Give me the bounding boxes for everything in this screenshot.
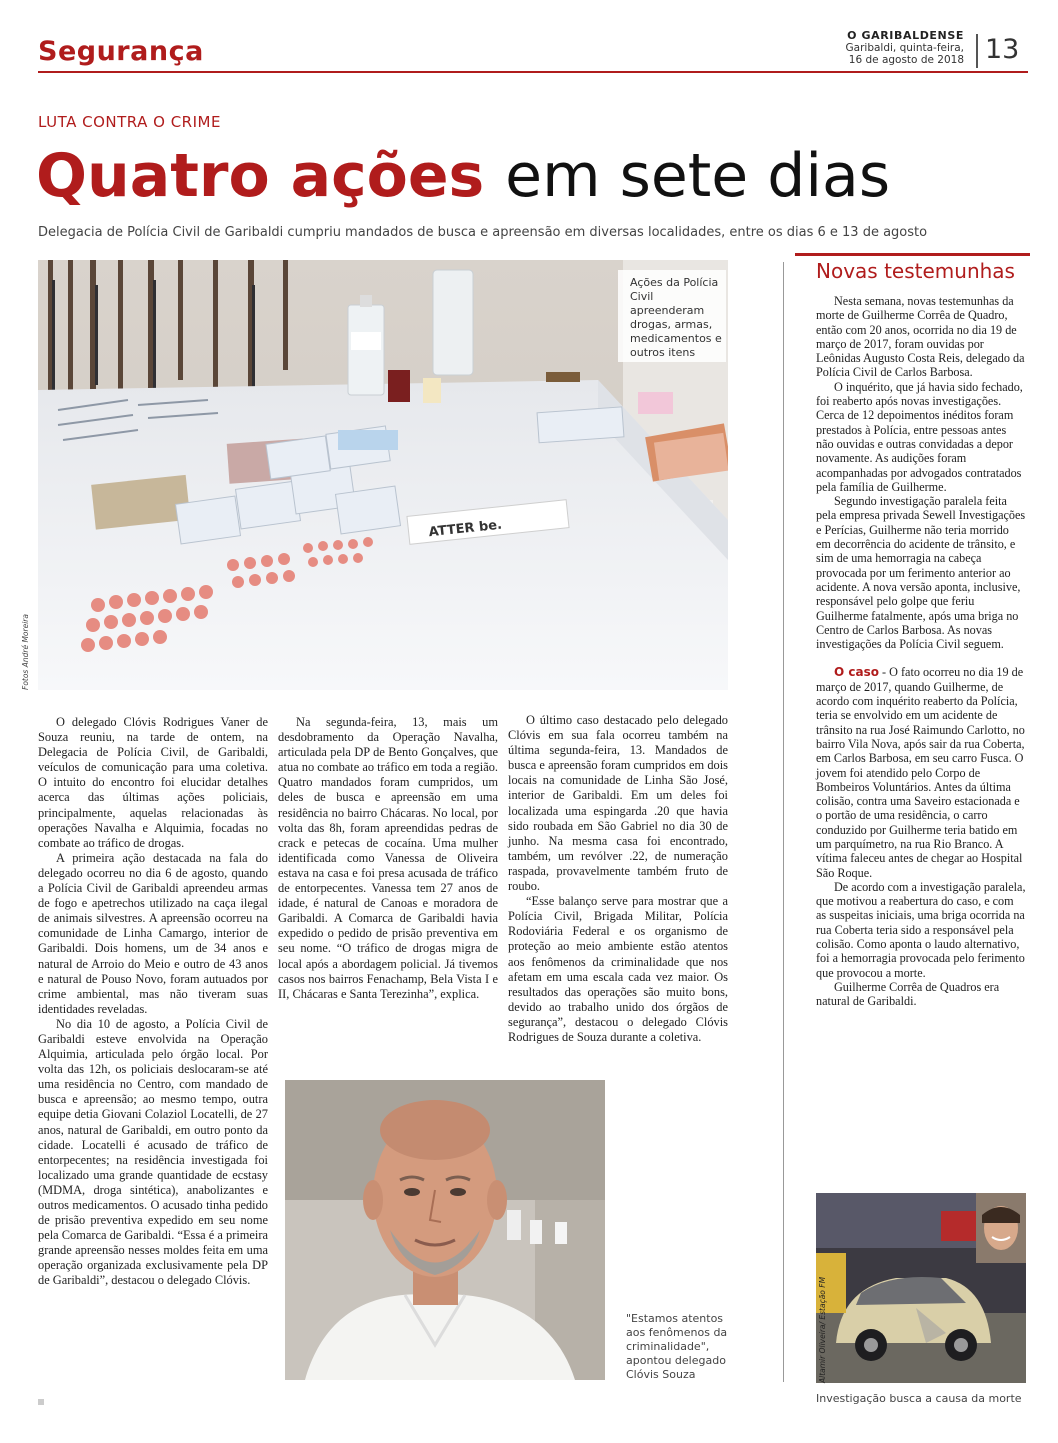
sidebar-case-text: - O fato ocorreu no dia 19 de março de 2017, quando Guilherme, de acordo com inquérito reaberto da Polícia, teria se envolvido em um acidente de trânsito na rua José Raimundo Carlotto, no bairro Vila Nova, após sair da rua Coberta, em Carlos Barbosa, em seu carro Fusca. O jovem foi atendido pelo Corpo de Bombeiros Voluntários. Antes da última colisão, contra uma Saveiro estacionada e o portão de uma residência, o carro conduzido por Guilherme teria batido em um parquímetro, na rua Rio Branco. A vítima faleceu antes de chegar ao Hospital São Roque. — [816, 665, 1025, 880]
sidebar-paragraph-case — [816, 665, 1026, 879]
article-paragraph: O delegado Clóvis Rodrigues Vaner de Souza reuniu, na tarde de ontem, na Delegacia de Polícia Civil, de Garibaldi, veículos de comunicação para uma coletiva. O intuito do encontro foi elucidar detalhes acerca das últimas ações policiais, principalmente, aquelas relacionadas às operações Navalha e Alquimia, focadas no combate ao tráfico de drogas. — [38, 715, 268, 850]
corner-mark — [38, 1399, 44, 1405]
sidebar-body — [816, 294, 1026, 1009]
sidebar-title: Novas testemunhas — [816, 259, 1015, 283]
sidebar-paragraph: De acordo com a investigação paralela, que motivou a reabertura do caso, e com as suspeitas iniciais, uma briga ocorrida na rua Coberta teria sido a responsável pela colisão. Como aponta o laudo alternativo, foi a hemorragia provocada pelo ferimento que provocou a morte. — [816, 879, 1026, 980]
dateline-1: Garibaldi, quinta-feira, — [845, 42, 964, 54]
article-column-1 — [38, 715, 268, 1289]
article-paragraph: O último caso destacado pelo delegado Clóvis em sua fala ocorreu também na última segunda-feira, 13. Mandados de busca e apreensão foram cumpridos em dois locais na comunidade de Linha São José, interior de Garibaldi. Em um deles foi localizada uma espingarda .20 que havia sido roubada em São Gabriel no dia 30 de junho. Na mesma casa foi encontrado, também, um revólver .22, de numeração raspada, provavelmente também fruto de roubo. — [508, 713, 728, 894]
article-paragraph: No dia 10 de agosto, a Polícia Civil de Garibaldi esteve envolvida na Operação Alquimia, articulada pelo órgão local. Por volta das 12h, os policiais deslocaram-se até uma residência no Centro, com mandado de busca e apreensão; ao mesmo tempo, outra equipe detia Giovani Colaziol Locatelli, de 27 anos, natural de Garibaldi, em outro ponto da cidade. Locatelli é acusado de tráfico de entorpecentes; na residência investigada foi localizado uma grande quantidade de ecstasy (MDMA, droga sintética), anabolizantes e outros medicamentos. O acusado tinha pedido de prisão preventiva expedido em seu nome pela Comarca de Garibaldi. “Essa é a primeira grande apreensão nesses moldes feita em uma operação organizada exclusivamente pela DP de Garibaldi”, destacou o delegado Clóvis. — [38, 1016, 268, 1288]
sidebar-paragraph: Guilherme Corrêa de Quadros era natural de Garibaldi. — [816, 979, 1000, 1009]
sidebar-paragraph: Segundo investigação paralela feita pela empresa privada Sewell Investigações e Perícias, Guilherme não teria morrido em decorrência do acidente de trânsito, e sim de uma hemorragia na cabeça provocada por um ferimento anterior ao acidente. A nova versão aponta, inclusive, responsável pelo golpe que feriu Guilherme fatalmente, após uma briga no Centro de Carlos Barbosa. As novas investigações da Polícia Civil seguem. — [816, 494, 1026, 652]
kicker: LUTA CONTRA O CRIME — [38, 113, 221, 131]
page-number: 13 — [985, 34, 1020, 65]
article-paragraph: Na segunda-feira, 13, mais um desdobramento da Operação Navalha, articulada pela DP de Bento Gonçalves, que atua no combate ao tráfico em toda a região. Quatro mandados foram cumpridos, um deles de busca e apreensão em uma residência no bairro Chácaras. No local, por volta das 8h, foram apreendidas pedras de crack e petecas de cocaína. Uma mulher identificada como Vanessa de Oliveira estava na casa e foi presa acusada de tráfico de entorpecentes. Vanessa tem 27 anos de idade, é natural de Canoas e moradora de Garibaldi. A Comarca de Garibaldi havia expedido o pedido de prisão preventiva em seu nome. “O tráfico de drogas migra de local após a abordagem policial. Já tivemos casos nos bairros Fenachamp, Bela Vista I e II, Chácaras e Santa Terezinha”, explica. — [278, 715, 498, 1001]
section-divider — [38, 71, 1028, 73]
sidebar-lead: O caso — [834, 665, 879, 680]
portrait-caption: "Estamos atentos aos fenômenos da criminalidade", apontou delegado Clóvis Souza — [626, 1312, 728, 1381]
side-photo-credit: Altamir Oliveira/ Estação FM — [818, 1276, 827, 1383]
seized-items-photo — [38, 260, 728, 690]
crash-scene-photo — [816, 1193, 1026, 1383]
delegate-portrait-photo — [285, 1080, 605, 1380]
page-separator — [976, 34, 978, 68]
section-title: Segurança — [38, 36, 204, 67]
sidebar-top-bar — [795, 253, 1030, 256]
article-paragraph: “Esse balanço serve para mostrar que a Polícia Civil, Brigada Militar, Polícia Rodoviária Federal e os organismo de proteção ao meio ambiente estão atentos aos fenômenos da criminalidade que nos afetam em uma escala cada vez maior. Os resultados das operações são muito bons, devido ao trabalho unido dos órgãos de segurança”, destacou o delegado Clóvis Rodrigues de Souza durante a coletiva. — [508, 894, 728, 1044]
photo-label-text: ATTER be. — [428, 517, 503, 541]
sidebar-paragraph: Nesta semana, novas testemunhas da morte de Guilherme Corrêa de Quadro, então com 20 anos, ocorrida no dia 19 de março de 2017, foram ouvidas por Leônidas Augusto Costa Reis, delegado da Polícia Civil de Carlos Barbosa. — [816, 294, 1025, 380]
sidebar-rule — [783, 262, 784, 1382]
headline — [36, 136, 890, 216]
article-column-2 — [278, 715, 498, 1002]
subhead: Delegacia de Polícia Civil de Garibaldi cumpriu mandados de busca e apreensão em diversas localidades, entre os dias 6 e 13 de agosto — [38, 225, 928, 240]
photo-caption: Ações da Polícia Civil apreenderam drogas, armas, medicamentos e outros itens — [630, 276, 722, 359]
dateline-2: 16 de agosto de 2018 — [848, 54, 964, 66]
headline-black: em sete dias — [505, 141, 891, 211]
article-paragraph: A primeira ação destacada na fala do delegado ocorreu no dia 6 de agosto, quando a Polícia Civil de Garibaldi apreendeu armas de fogo e apetrechos utilizado na caça ilegal de animais silvestres. A apreensão ocorreu na comunidade de Linha Camargo, interior de Garibaldi. Dois homens, um de 34 anos e natural de Arroio do Meio e outro de 43 anos e natural de Pouso Novo, foram autuados por crime ambiental, mas não tiveram suas identidades reveladas. — [38, 850, 268, 1016]
masthead — [846, 30, 964, 66]
sidebar-paragraph: O inquérito, que já havia sido fechado, foi reaberto após novas investigações. Cerca de 12 depoimentos inéditos foram prestados à Polícia, entre pessoas antes não ouvidas e outras convidadas a depor novamente. As audições foram acompanhadas por advogados contratados pela família de Guilherme. — [816, 379, 1023, 494]
article-column-3 — [508, 713, 728, 1045]
photo-credit: Fotos André Moreira — [21, 614, 30, 690]
paper-name: O GARIBALDENSE — [847, 29, 964, 42]
headline-red: Quatro ações — [36, 141, 485, 211]
side-photo-caption: Investigação busca a causa da morte — [816, 1392, 1022, 1405]
